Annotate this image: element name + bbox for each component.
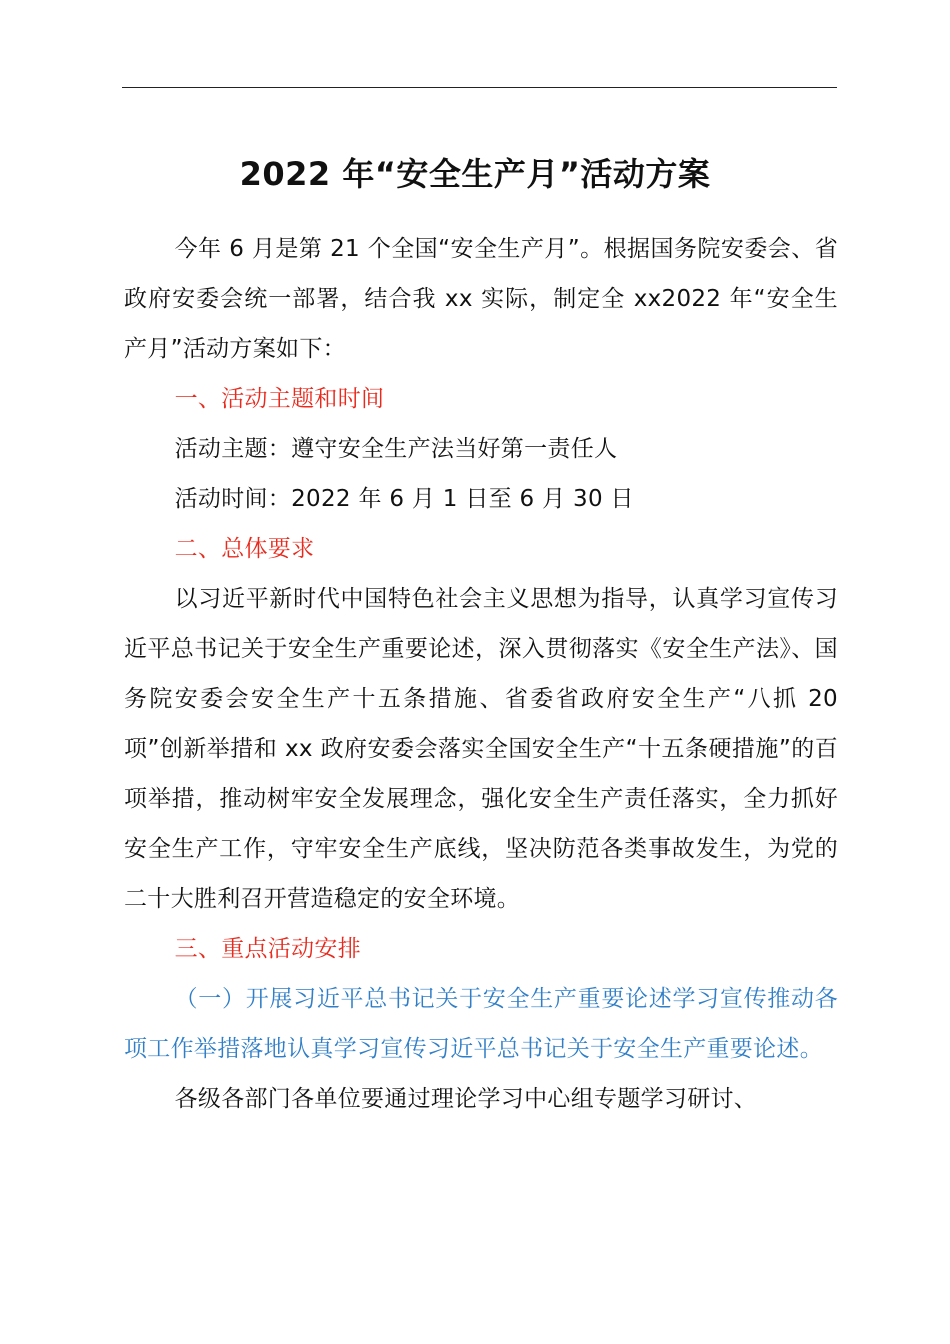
- body-paragraph: 各级各部门各单位要通过理论学习中心组专题学习研讨、: [174, 1086, 758, 1112]
- subsection-heading-1: （一）开展习近平总书记关于安全生产重要论述学习宣传推动各项工作举措落地认真学习宣传习近平总书记关于安全生产重要论述。: [124, 986, 838, 1062]
- intro-paragraph: 今年 6 月是第 21 个全国“安全生产月”。根据国务院安委会、省政府安委会统一部署，结合我 xx 实际，制定全 xx2022 年“安全生产月”活动方案如下：: [124, 236, 838, 362]
- activity-theme: 活动主题：遵守安全生产法当好第一责任人: [174, 436, 618, 462]
- section-heading-2: 二、总体要求: [174, 536, 315, 562]
- header-rule: [122, 87, 837, 88]
- general-requirements-paragraph: 以习近平新时代中国特色社会主义思想为指导，认真学习宣传习近平总书记关于安全生产重要论述，深入贯彻落实《安全生产法》、国务院安委会安全生产十五条措施、省委省政府安全生产“八抓 20 项”创新举措和 xx 政府安委会落实全国安全生产“十五条硬措施”的百项举措，推动树牢安全发展理念，强化安全生产责任落实，全力抓好安全生产工作，守牢安全生产底线，坚决防范各类事故发生，为党的二十大胜利召开营造稳定的安全环境。: [124, 586, 838, 912]
- section-heading-3: 三、重点活动安排: [174, 936, 361, 962]
- document-body: [124, 224, 838, 1124]
- activity-time: 活动时间：2022 年 6 月 1 日至 6 月 30 日: [174, 486, 634, 512]
- document-title: 2022 年“安全生产月”活动方案: [239, 155, 711, 193]
- section-heading-1: 一、活动主题和时间: [174, 386, 385, 412]
